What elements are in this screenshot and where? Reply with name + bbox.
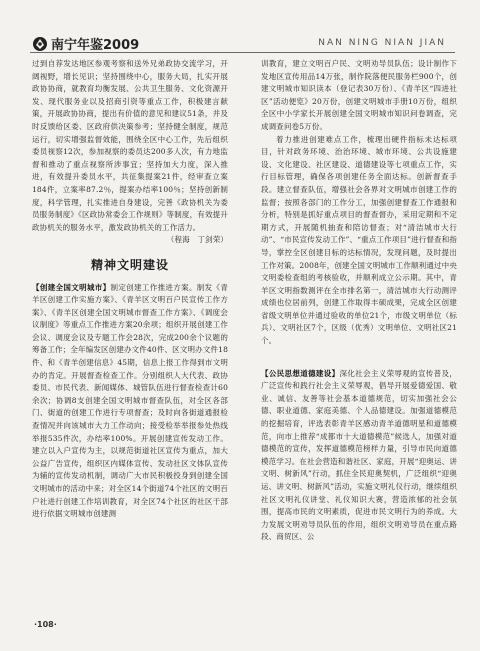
yearbook-brand bbox=[32, 34, 139, 53]
right-column bbox=[261, 58, 457, 544]
paragraph-body: 制定创建工作推进方案。制发《青羊区创建工作实施方案》、《青羊区文明百户民宣传工作方案》、《青羊区创建全国文明城市督查工作方案》、《调度会议制度》等重点工作推进方案20余项；组织开展创建工作会议、调度会议及专题工作会28次，完成200余个议题的筹备工作；全年编发区创建办文件40件、区文明办文件18件、和《青羊创建信息》45期，信息上报工作得到市文明办的肯定。开展督查检查工作。分别组织人大代表、政协委员、市民代表、新闻媒体、城管队伍进行督查检查计60余次；协调8支创建全国文明城市督查队伍，对全区各部门、街道的创建工作进行专项督查；及时向各街道通报检查情况并向该城市大力工作动向；接受检举举报参处热线举报535件次，办结率100%。开展创建宣传发动工作。建立以入户宣传为主，以规范街道社区宣传为重点，加大公益广告宣传，组织区内媒体宣传、发动社区文体队宣传为辅的宣传发动机制，调动广大市民积极投身到创建全国文明城市的活动中来；对全区14个街道74个社区的文明百户社进行创建工作培训教育，对全区74个社区的社区干部进行依据文明城市创建测 bbox=[32, 282, 229, 519]
article-paragraph bbox=[261, 368, 457, 544]
paragraph-lead-heading: 【创建全国文明城市】 bbox=[32, 282, 111, 292]
article-paragraph-continued: 训教育，建立文明百户民、文明劝导员队伍；设计制作下发地区宣传用品14万张，制作院落便民服务栏900个，创建文明城市知识读本（登记表30万份）、《青羊区“四进社区”活动便览》20万份，创建文明城市手册10万份，组织全区中小学家长开展创建全国文明城市知识问卷调查，完成调查问卷5万份。 bbox=[261, 59, 457, 131]
yearbook-title: 南宁年鉴2009 bbox=[51, 38, 140, 53]
author-signature: （程海 丁剑荣） bbox=[166, 235, 228, 245]
yearbook-logo-icon bbox=[32, 36, 48, 52]
paragraph-body: 深化社会主义荣辱观的宣传普及，广泛宣传和践行社会主义荣辱观，倡导开展爱德爱国、敬业、诚信、友善等社会基本道德规范，切实加强社会公德、职业道德、家庭美德、个人品德建设。加强道德模范的挖掘培育，评选表彰青羊区感动青羊道德明星和道德模范，向市上推荐“成都市十大道德模范”候选人，加强对道德模范的宣传，发挥道德模范榜样力量，引导市民向道德模范学习。在社会营造和谐社区、家庭，开展“迎奥运、讲文明、树新风”行动，抓住全民迎奥契机，广泛组织“迎奥运、讲文明、树新风”活动，实施文明礼仪行动，继续组织社区文明礼仪讲堂、礼仪知识大赛，营造浓郁的社会氛围，提高市民的文明素质，促进市民文明行为的养成。大力发展文明劝导员队伍的作用，组织文明劝导员在重点路段、商贸区、公 bbox=[261, 368, 458, 542]
yearbook-pinyin-title: NAN NING NIAN JIAN bbox=[318, 38, 446, 48]
page-number: ·108· bbox=[34, 620, 57, 629]
left-column bbox=[32, 58, 228, 521]
header-rule bbox=[30, 52, 455, 53]
article-paragraph bbox=[32, 282, 228, 521]
paragraph-lead-heading: 【公民思想道德建设】 bbox=[261, 368, 340, 378]
intro-paragraph: 过到自荐发达地区参观考察和送外兄弟政协交流学习，开阔视野，增长见识；坚持围绕中心，服务大局，扎实开展政协协商，就教育均衡发展、公共卫生服务、文化资源开发、现代服务业以及招商引资等重点工作，积极建言献策，开展政协协商，提出有价值的意见和建议51条，并及时反馈给区委、区政府供决策参考；坚持健全制度，规范运行，切实增强监督效能，围绕全区中心工作，先后组织委员视察12次，参加视察的委员达200多人次，有力地监督和推动了重点视察所涉事宜；坚持加大力度，深入推进，有效提升委员水平，共征集提案21件，经审查立案184件，立案率87.2％，提案办结率100％；坚持创新制度，科学管理，扎实推进自身建设，完善《政协机关为委员服务制度》《区政协常委会工作规则》等制度，有效提升政协机关的服务水平，激发政协机关的工作活力。 bbox=[32, 59, 228, 232]
paragraph-gap bbox=[261, 348, 457, 368]
article-paragraph: 着力推进创建难点工作，梳理出硬件指标未达标项目，针对政务环境、治治环境、城市环境、公共设施建设、文化建设、社区建设、道德建设等七项重点工作，实行目标管理，确保各项创建任务全面达标。创新督查手段。建立督查队伍，增强社会各界对文明城市创建工作的监督；按照各部门的工作分工，加强创建督查工作通报和分析，特别是抓好重点项目的督查督办，采用定期和不定期方式，开展随机抽查和陪访督查；对“清洁城市大行动”、“市民宣传发动工作”、“重点工作项目”进行督查和指导，掌控全区创建目标的达标情况，发现问题，及时提出工作对策。2008年，创建全国文明城市工作顺利通过中央文明委检查组的考核验收，并顺利成立公示期。其中，青羊区文明指数测评在全市排名第一，清洁城市大行动测评成绩也位居前列，创建工作取得丰硕成果，完成全区创建省级文明单位并通过验收的单位21个，市级文明单位（标兵）、文明社区7个，区级（优秀）文明单位、文明社区21个。 bbox=[261, 134, 457, 346]
section-title: 精神文明建设 bbox=[90, 257, 169, 272]
page-header bbox=[0, 0, 480, 58]
